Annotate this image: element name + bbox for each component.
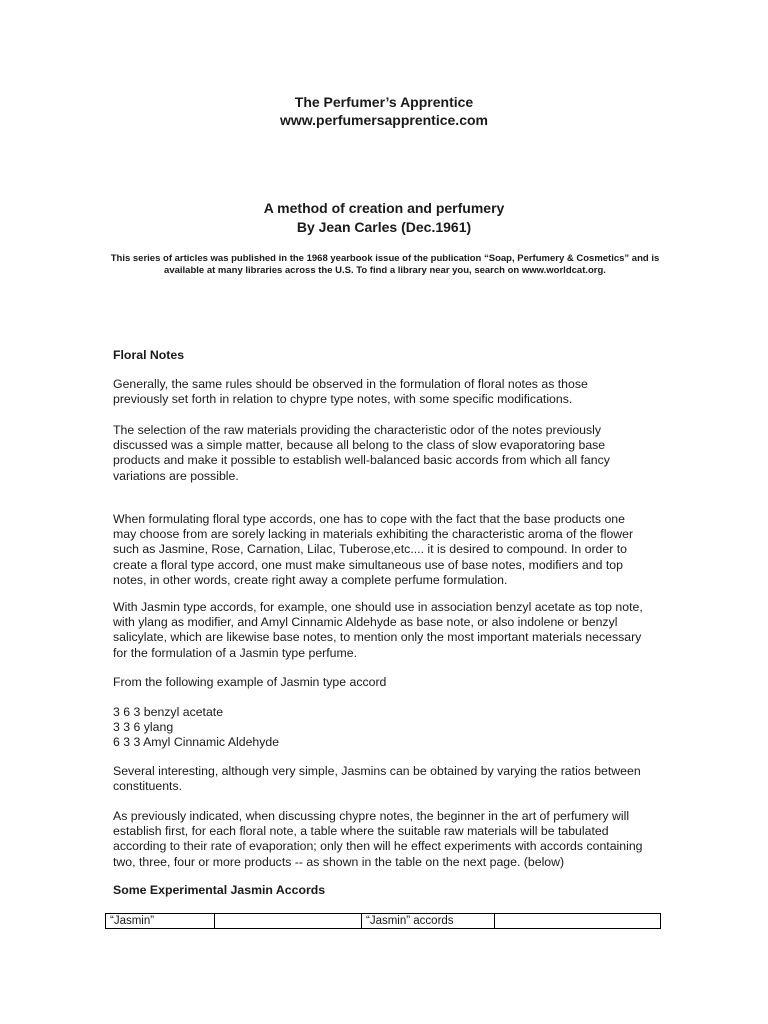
paragraph-2: The selection of the raw materials providing the characteristic odor of the notes previously discussed was a simple matter, because all belong to the class of slow evaporatoring base products and make it possible to establish well-balanced basic accords from which all fancy variations are possible. (113, 423, 610, 483)
table-cell (495, 914, 661, 929)
paragraph-1: Generally, the same rules should be observed in the formulation of floral notes as those previously set forth in relation to chypre type notes, with some specific modifications. (113, 377, 588, 407)
table-cell: “Jasmin” (106, 914, 215, 929)
paragraph-7: As previously indicated, when discussing chypre notes, the beginner in the art of perfumery will establish first, for each floral note, a table where the suitable raw materials will be tabulated according to their rate of evaporation; only then will he effect experiments with accords containing two, three, four or more products -- as shown in the table on the next page. (below) (113, 809, 643, 869)
article-title: A method of creation and perfumery (263, 200, 505, 216)
paragraph-4: With Jasmin type accords, for example, one should use in association benzyl acetate as top note, with ylang as modifier, and Amyl Cinnamic Aldehyde as base note, or also indolene or benzyl salicylate, which are likewise base notes, to mention only the most important materials necessary for the formulation of a Jasmin type perfume. (113, 600, 643, 660)
site-url: www.perfumersapprentice.com (280, 112, 488, 128)
formula-list: 3 6 3 benzyl acetate 3 3 6 ylang 6 3 3 Amyl Cinnamic Aldehyde (113, 705, 280, 750)
section-heading: Floral Notes (113, 348, 185, 362)
table-cell (215, 914, 362, 929)
jasmin-accords-table (105, 913, 661, 929)
paragraph-5: From the following example of Jasmin type accord (113, 675, 387, 689)
table-cell: “Jasmin” accords (362, 914, 495, 929)
publication-note: This series of articles was published in the 1968 yearbook issue of the publication “Soap, Perfumery & Cosmetics” and is available at many libraries across the U.S. To find a library near you, search on www.worldcat.org. (110, 253, 660, 276)
site-title: The Perfumer’s Apprentice (294, 94, 474, 110)
table-heading: Some Experimental Jasmin Accords (113, 883, 326, 897)
paragraph-6: Several interesting, although very simple, Jasmins can be obtained by varying the ratios between constituents. (113, 764, 641, 794)
table-row (106, 914, 661, 929)
article-byline: By Jean Carles (Dec.1961) (296, 219, 472, 235)
paragraph-3: When formulating floral type accords, one has to cope with the fact that the base products one may choose from are sorely lacking in materials exhibiting the characteristic aroma of the flower such as Jasmine, Rose, Carnation, Lilac, Tuberose,etc.... it is desired to compound. In order to create a floral type accord, one must make simultaneous use of base notes, modifiers and top notes, in other words, create right away a complete perfume formulation. (113, 512, 634, 587)
